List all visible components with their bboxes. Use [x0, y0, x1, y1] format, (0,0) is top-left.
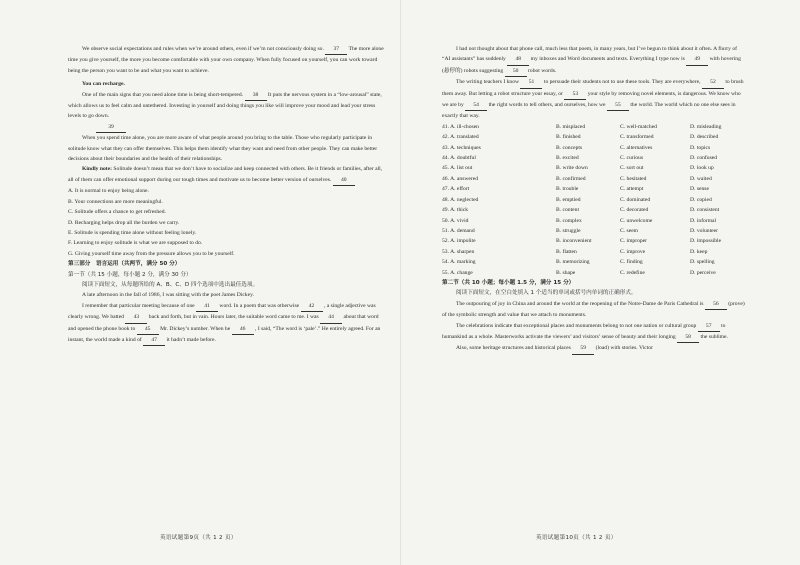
option-cell: C. improper — [620, 238, 648, 245]
option-cell: D. described — [690, 134, 719, 141]
option-cell: C. transformed — [620, 134, 654, 141]
grammar-paragraph-3: Also, some heritage structures and historical places 59 (load) with stories. Victor — [442, 343, 746, 354]
option-e: E. Solitude is spending time alone without feeling lonely. — [68, 229, 197, 236]
option-cell: 53. A. sharpen — [442, 248, 475, 255]
option-row — [442, 226, 746, 236]
option-row — [442, 174, 746, 184]
blank-49[interactable]: 49 — [686, 54, 708, 65]
option-cell: 42. A. translated — [442, 134, 479, 141]
paragraph-2: One of the main signs that you need alone time is being short-tempered. 38 It puts the nervous system in a “low-arousal” state, which allows us to feel calm and untethered. Investing in yourself and doing things you like will improve your mood and lead your stress levels to go down. — [68, 91, 382, 120]
option-cell: C. well-matched — [620, 123, 657, 130]
option-cell: B. flatten — [556, 248, 577, 255]
section-2-heading: 第二节（共 10 小题；每小题 1.5 分，满分 15 分） — [442, 279, 575, 286]
option-row — [442, 153, 746, 163]
blank-48[interactable]: 48 — [507, 54, 529, 65]
option-cell: B. misplaced — [556, 123, 586, 130]
option-cell: D. impossible — [690, 238, 722, 245]
option-row — [442, 247, 746, 257]
blank-39-line — [68, 122, 386, 133]
option-cell: B. struggle — [556, 227, 581, 234]
grammar-paragraph-2: The celebrations indicate that exceptional places and monuments belong to not one nation or cultural group 57 to humankind as a whole. Masterworks activate the viewers’ and visitors’ sense of beauty and their longing 58 the sublime. — [442, 321, 746, 344]
option-cell: C. improve — [620, 248, 646, 255]
blank-42[interactable]: 42 — [301, 301, 323, 312]
paragraph-4: Kindly note: Solitude doesn’t mean that we don’t have to socialize and keep connected with others. Be it friends or families, after all, all of them can offer emotional support during our tough times and motivate us to become better version of ourselves. 40 — [68, 164, 386, 186]
option-cell: 49. A. thick — [442, 207, 469, 214]
option-cell: 55. A. change — [442, 269, 473, 276]
option-cell: B. inconvenient — [556, 238, 592, 245]
option-cell: C. sort out — [620, 165, 644, 172]
part-3-heading: 第三部分 语言运用（共两节，满分 50 分） — [68, 261, 181, 268]
option-cell: D. spelling — [690, 259, 715, 266]
option-cell: 48. A. neglected — [442, 196, 479, 203]
option-cell: C. redefine — [620, 269, 645, 276]
blank-58[interactable]: 58 — [677, 332, 699, 343]
section-2-instructions: 阅读下面短文，在空白处填入 1 个适当的单词或括号内单词的正确形式。 — [456, 290, 637, 297]
option-cell: 51. A. demand — [442, 227, 475, 234]
options-list — [68, 186, 386, 259]
option-cell: C. unwelcome — [620, 217, 653, 224]
option-cell: D. look up — [690, 165, 714, 172]
blank-46[interactable]: 46 — [232, 324, 254, 335]
option-row — [442, 216, 746, 226]
option-cell: C. curious — [620, 155, 643, 162]
section-1-instructions: 阅读下面短文，从每题所给的 A、B、C、D 四个选项中选出最佳选项。 — [82, 281, 259, 288]
option-cell: D. informal — [690, 217, 717, 224]
option-cell: D. confused — [690, 155, 718, 162]
option-row — [442, 236, 746, 246]
blank-40[interactable]: 40 — [333, 175, 355, 186]
blank-57[interactable]: 57 — [698, 321, 720, 332]
option-row — [442, 143, 746, 153]
cloze-paragraph-1: A late afternoon in the fall of 1986, I was sitting with the poet James Dickey. — [82, 292, 254, 299]
option-cell: B. content — [556, 207, 579, 214]
option-cell: C. seem — [620, 227, 639, 234]
blank-51[interactable]: 51 — [520, 77, 542, 88]
option-cell: 44. A. doubtful — [442, 155, 476, 162]
blank-39[interactable]: 39 — [96, 122, 126, 133]
option-cell: B. concepts — [556, 144, 583, 151]
option-cell: B. finished — [556, 134, 581, 141]
option-cell: D. misleading — [690, 123, 722, 130]
option-cell: D. consistent — [690, 207, 720, 214]
heading-recharge: You can recharge. — [82, 81, 125, 88]
option-cell: 43. A. techniques — [442, 144, 481, 151]
option-cell: C. attempt — [620, 186, 644, 193]
blank-52[interactable]: 52 — [702, 77, 724, 88]
option-a: A. It is normal to enjoy being alone. — [68, 188, 149, 195]
option-row — [442, 257, 746, 267]
option-cell: B. excited — [556, 155, 579, 162]
blank-54[interactable]: 54 — [465, 100, 487, 111]
option-row — [442, 268, 746, 278]
paragraph-6: The writing teachers I know 51 to persuade their students not to use these tools. They are everywhere, 52 to brush them away. But letting a robot structure your essay, or 53 your style by removing novel elements, is dangerous. We know who we are by 54 the right words to tell others, and ourselves, how we 55 the world. The world which no one else sees in exactly that way. — [442, 79, 744, 120]
option-cell: D. keep — [690, 248, 708, 255]
option-cell: 47. A. effort — [442, 186, 470, 193]
option-c: C. Solitude offers a chance to get refreshed. — [68, 209, 166, 216]
blank-37[interactable]: 37 — [325, 44, 347, 55]
option-cell: D. copied — [690, 196, 712, 203]
option-row — [442, 184, 746, 194]
option-cell: C. dominated — [620, 196, 651, 203]
option-b: B. Your connections are more meaningful. — [68, 198, 163, 205]
option-row — [442, 205, 746, 215]
option-cell: C. decorated — [620, 207, 649, 214]
blank-43[interactable]: 43 — [125, 312, 147, 323]
answer-options-grid — [442, 122, 746, 278]
right-page — [400, 0, 800, 565]
option-cell: C. alternatives — [620, 144, 653, 151]
option-cell: 50. A. vivid — [442, 217, 469, 224]
option-cell: C. finding — [620, 259, 643, 266]
blank-59[interactable]: 59 — [572, 343, 594, 354]
option-cell: D. waited — [690, 175, 712, 182]
blank-44[interactable]: 44 — [320, 312, 342, 323]
blank-56[interactable]: 56 — [705, 299, 727, 310]
grammar-paragraph-1: The outpouring of joy in China and around the world at the reopening of the Notre-Dame de Paris Cathedral is 56 (prove) of the symbolic strength and value that we attach to monuments. — [442, 300, 745, 319]
blank-47[interactable]: 47 — [143, 335, 165, 346]
option-cell: 41. A. ill-chosen — [442, 123, 479, 130]
option-cell: D. perceive — [690, 269, 716, 276]
blank-41[interactable]: 41 — [196, 301, 218, 312]
option-row — [442, 163, 746, 173]
option-f: F. Learning to enjoy solitude is what we are supposed to do. — [68, 240, 203, 247]
option-g: G. Giving yourself time away from the pressure allows you to be yourself. — [68, 250, 235, 257]
cloze-paragraph-2: I remember that particular meeting because of one 41 word. In a poem that was otherwise 42 , a single adjective was clearly wrong. We batted 43 back and forth, but in vain. Hours later, the suitable word came to me. I was 44 about that word and opened the phone book to 45 Mr. Dickey’s number. When he 46 , I said, “The word is ‘pale’.” He entirely agreed. For an instant, the world made a kind of 47 it hadn’t made before. — [68, 301, 386, 347]
blank-50[interactable]: 50 — [505, 66, 527, 77]
option-cell: D. topics — [690, 144, 711, 151]
blank-45[interactable]: 45 — [137, 324, 159, 335]
option-row — [442, 132, 746, 142]
option-cell: D. sense — [690, 186, 709, 193]
option-cell: B. confirmed — [556, 175, 586, 182]
option-cell: B. memorizing — [556, 259, 590, 266]
paragraph-1: We observe social expectations and rules when we’re around others, even if we’m not consciously doing so. 37 The more alone time you give yourself, the more you become comfortable with your own company. When fully focused on yourself, you can work toward being the person you want to be and what you want to achieve. — [68, 46, 384, 74]
option-cell: B. write down — [556, 165, 588, 172]
paragraph-5: I had not thought about that phone call, much less that poem, in many years, but I’ve begun to think about it often. A flurry of “AI assistants” has suddenly 48 my inboxes and Word documents and texts. Everything I type now is 49 with hovering (悬停的) robots suggesting 50 robot words. — [442, 44, 746, 77]
option-cell: D. volunteer — [690, 227, 718, 234]
section-1-heading: 第一节（共 15 小题，每小题 2 分，满分 30 分） — [68, 271, 192, 278]
blank-55[interactable]: 55 — [607, 100, 629, 111]
option-cell: 45. A. list out — [442, 165, 473, 172]
option-cell: 46. A. answered — [442, 175, 479, 182]
blank-38[interactable]: 38 — [245, 90, 267, 101]
option-row — [442, 195, 746, 205]
option-cell: 52. A. impolite — [442, 238, 476, 245]
option-row — [442, 122, 746, 132]
option-cell: 54. A. marking — [442, 259, 476, 266]
option-cell: B. shape — [556, 269, 576, 276]
option-d: D. Recharging helps drop all the burden we carry. — [68, 219, 180, 226]
option-cell: B. complex — [556, 217, 582, 224]
option-cell: B. emptied — [556, 196, 581, 203]
option-cell: C. hesitated — [620, 175, 647, 182]
left-page-footer: 英语试题第9页（共 1 2 页） — [160, 535, 237, 541]
option-cell: B. trouble — [556, 186, 579, 193]
blank-53[interactable]: 53 — [564, 89, 586, 100]
paragraph-3: When you spend time alone, you are more aware of what people around you bring to the table. Those who regularly participate in solitude know what they can offer themselves. This helps them identify what they want and need from other people. They can make better decisions about their boundaries and the health of their relationships. — [68, 135, 378, 163]
right-page-footer: 英语试题第10页（共 1 2 页） — [536, 535, 617, 541]
